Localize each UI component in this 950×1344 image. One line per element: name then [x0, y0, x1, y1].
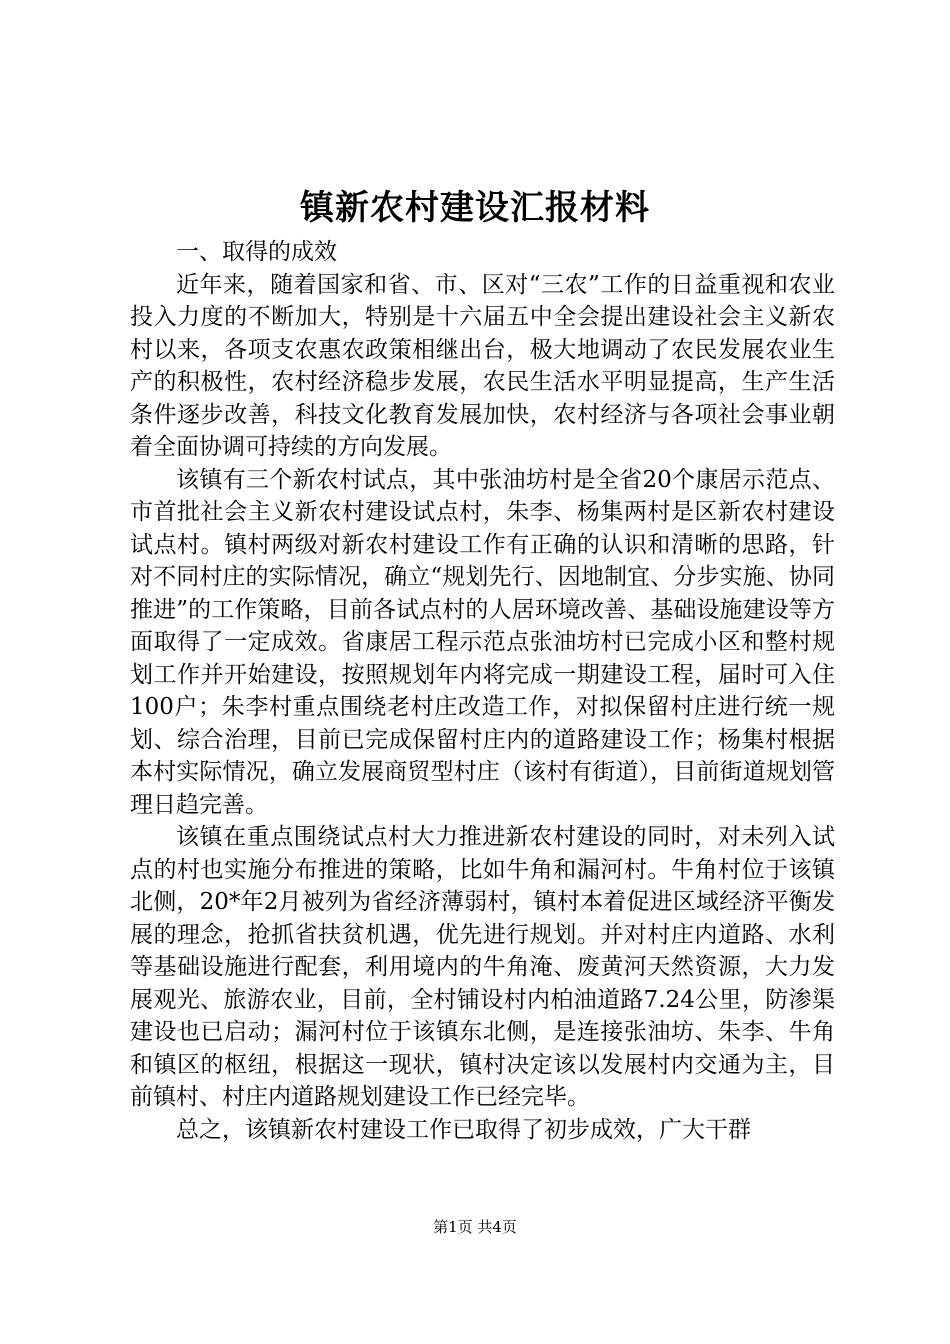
paragraph: 总之，该镇新农村建设工作已取得了初步成效，广大干群 [176, 1116, 751, 1143]
paragraph: 该镇在重点围绕试点村大力推进新农村建设的同时，对未列入试点的村也实施分布推进的策略，比如牛角和漏河村。牛角村位于该镇北侧，20*年2月被列为省经济薄弱村，镇村本着促进区域经济平衡发展的理念，抢抓省扶贫机遇，优先进行规划。并对村庄内道路、水利等基础设施进行配套，利用境内的牛角淹、废黄河天然资源，大力发展观光、旅游农业，目前，全村铺设村内柏油道路7.24公里，防渗渠建设也已启动；漏河村位于该镇东北侧，是连接张油坊、朱李、牛角和镇区的枢纽，根据这一现状，镇村决定该以发展村内交通为主，目前镇村、村庄内道路规划建设工作已经完毕。 [130, 824, 835, 1110]
page-number-footer: 第1页 共4页 [433, 1218, 517, 1236]
paragraph: 近年来，随着国家和省、市、区对“三农”工作的日益重视和农业投入力度的不断加大，特别是十六届五中全会提出建设社会主义新农村以来，各项支农惠农政策相继出台，极大地调动了农民发展农业生产的积极性，农村经济稳步发展，农民生活水平明显提高，生产生活条件逐步改善，科技文化教育发展加快，农村经济与各项社会事业朝着全面协调可持续的方向发展。 [130, 271, 835, 460]
document-title: 镇新农村建设汇报材料 [300, 188, 650, 228]
paragraph: 该镇有三个新农村试点，其中张油坊村是全省20个康居示范点、市首批社会主义新农村建设试点村，朱李、杨集两村是区新农村建设试点村。镇村两级对新农村建设工作有正确的认识和清晰的思路，针对不同村庄的实际情况，确立“规划先行、因地制宜、分步实施、协同推进”的工作策略，目前各试点村的人居环境改善、基础设施建设等方面取得了一定成效。省康居工程示范点张油坊村已完成小区和整村规划工作并开始建设，按照规划年内将完成一期建设工程，届时可入住100户；朱李村重点围绕老村庄改造工作，对拟保留村庄进行统一规划、综合治理，目前已完成保留村庄内的道路建设工作；杨集村根据本村实际情况，确立发展商贸型村庄（该村有街道），目前街道规划管理日趋完善。 [130, 466, 835, 818]
section-heading: 一、取得的成效 [176, 239, 337, 265]
document-body [130, 236, 835, 1146]
